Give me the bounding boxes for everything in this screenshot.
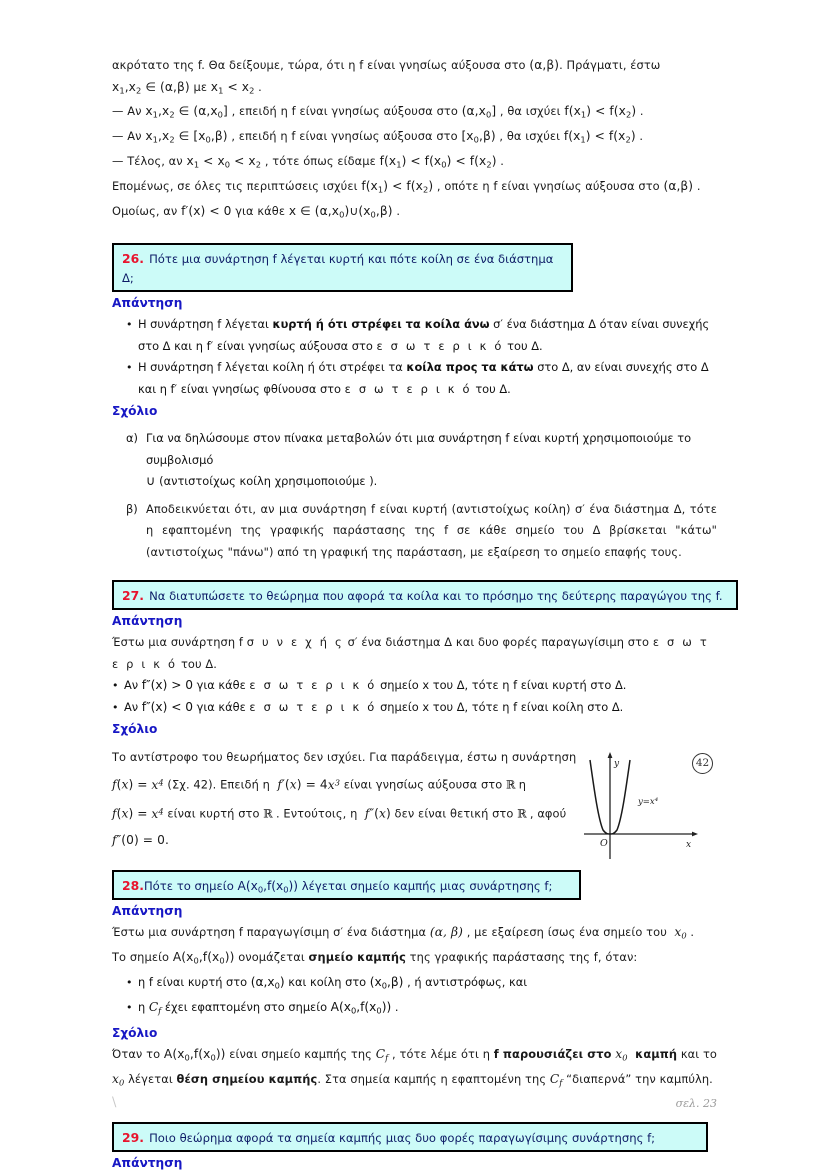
bullet-bold: κυρτή ή ότι στρέφει τα κοίλα άνω — [272, 317, 490, 332]
bullet-text — [124, 697, 717, 719]
comment-28-text: Όταν το $A(x_0,f(x_0))$ είναι σημείο καμπής της $C_f$ , τότε λέμε ότι η f παρουσιάζει στο $x_0$ καμπή και το $x_0$ λέγεται θέση σημείου καμπής. Στα σημεία καμπής η εφαπτομένη της $C_f$ “διαπερνά” την καμπύλη. — [112, 1047, 717, 1088]
bullet-text — [138, 357, 717, 400]
question-header-28[interactable] — [112, 870, 581, 900]
intro-line-3: — Αν $x_1,x_2$ ∈ $(\alpha,x_0]$ , επειδή η f είναι γνησίως αύξουσα στο $(\alpha,x_0]$ , θα ισχύει $f(x_1) < f(x_2)$ . — [112, 104, 644, 120]
intro-an-1: Αν — [127, 104, 142, 119]
bullet-mid: για κάθε — [193, 699, 250, 714]
answer-bullet-27-1 — [112, 675, 717, 697]
bullet-lead: Η συνάρτηση f λέγεται κοίλη ή ότι στρέφει τα — [138, 360, 407, 375]
intro-telos: Τέλος, αν — [127, 154, 183, 169]
answer-bullet-26-2 — [112, 357, 717, 400]
y-axis-arrow — [608, 752, 613, 758]
page-footer — [112, 1095, 717, 1110]
question-text-28: Πότε το σημείο $A(x_0,f(x_0))$ λέγεται σημείο καμπής μιας συνάρτησης f; — [143, 878, 553, 895]
intro-c: του Δ. — [177, 656, 217, 671]
intro-line-1-post: . Πράγματι, έστω — [559, 58, 661, 72]
bullet-spaced: ε σ ω τ ε ρ ι κ ό — [249, 699, 377, 714]
question-block-28 — [112, 870, 717, 1094]
x-axis-label: x — [686, 840, 692, 851]
y-axis-label: y — [614, 759, 620, 770]
bullet-text — [138, 314, 717, 357]
question-header-26[interactable] — [112, 243, 573, 292]
bullet-lead: Η συνάρτηση f λέγεται — [138, 317, 273, 332]
bullet-icon: • — [126, 318, 133, 332]
comment-text — [146, 428, 717, 493]
comment-27-line-3: $f(x) = x^4$ είναι κυρτή στο ℝ . Εντούτοις, η f″(x) δεν είναι θετική στο ℝ , αφού — [112, 806, 567, 821]
bullet-text: η $C_f$ έχει εφαπτομένη στο σημείο $A(x_0,f(x_0))$ . — [138, 1000, 399, 1016]
question-dot-27: . — [139, 588, 144, 604]
bullet-lead: Αν — [124, 699, 142, 714]
intro-dash-3: — — [112, 154, 124, 169]
bullet-icon: • — [112, 700, 119, 714]
question-text-27: Να διατυπώσετε το θεώρημα που αφορά τα κοίλα και το πρόσημο της δεύτερης παραγώγου της f. — [149, 589, 723, 604]
comment-27-body — [112, 746, 717, 852]
question-dot-29: . — [139, 1130, 144, 1146]
question-dot-28: . — [139, 877, 144, 893]
curve-label: y=x⁴ — [638, 797, 659, 808]
bullet-text: η f είναι κυρτή στο $(\alpha,x_0)$ και κοίλη στο $(x_0,\beta)$ , ή αντιστρόφως, και — [138, 975, 528, 991]
intro-spaced-2: ε σ ω τ ε ρ ι κ ό — [112, 635, 709, 671]
answer-heading-26: Απάντηση — [112, 296, 183, 311]
intro-line-6: Επομένως, σε όλες τις περιπτώσεις ισχύει $f(x_1) < f(x_2)$ , οπότε η f είναι γνησίως αύξουσα στο (α,β) . — [112, 179, 701, 195]
comment-26-a — [112, 428, 717, 493]
intro-spaced-1: σ υ ν ε χ ή ς — [246, 635, 344, 650]
question-number-29: 29 — [122, 1130, 140, 1146]
answer-bullet-28-2 — [112, 997, 717, 1022]
intro-an-2: Αν — [127, 129, 142, 144]
bullet-icon: • — [126, 1001, 133, 1015]
bullet-formula: f″(x) < 0 — [141, 699, 194, 714]
intro-line-1: ακρότατο της f. Θα δείξουμε, τώρα, ότι η f είναι γνησίως αύξουσα στο (α,β). Πράγματι, έστω — [112, 58, 661, 72]
figure-number-badge: 42 — [692, 753, 713, 774]
intro-line-5: — Τέλος, αν $x_1 < x_0 < x_2$ , τότε όπως είδαμε $f(x_1) < f(x_0) < f(x_2)$ . — [112, 154, 504, 170]
comment-27-line-1: Το αντίστροφο του θεωρήματος δεν ισχύει. Για παράδειγμα, έστω η συνάρτηση — [112, 750, 577, 765]
question-header-27[interactable] — [112, 580, 738, 610]
page-number-label: σελ. 23 — [675, 1097, 717, 1110]
symbol-convex-icon: ∪ — [146, 474, 156, 490]
bullet-icon: • — [126, 361, 133, 375]
question-number-27: 27 — [122, 588, 140, 604]
bullet-tail: σημείο x του Δ, τότε η f είναι κυρτή στο Δ. — [376, 678, 627, 693]
comment-letter: α) — [126, 431, 138, 446]
comment-heading-28: Σχόλιο — [112, 1026, 158, 1041]
question-dot-26: . — [139, 251, 144, 267]
comment-27-text — [112, 746, 582, 852]
intro-a: Έστω μια συνάρτηση f — [112, 635, 247, 650]
intro-line-4: — Αν $x_1,x_2$ ∈ $[x_0,\beta)$ , επειδή η f είναι γνησίως αύξουσα στο $[x_0,\beta)$ , θα ισχύει $f(x_1) < f(x_2)$ . — [112, 129, 644, 145]
bullet-tail: σημείο x του Δ, τότε η f είναι κοίλη στο Δ. — [376, 699, 624, 714]
x-axis-arrow — [692, 832, 698, 837]
intro-dash-1: — — [112, 104, 124, 119]
intro-block — [112, 55, 717, 226]
question-text-29: Ποιο θεώρημα αφορά τα σημεία καμπής μιας δυο φορές παραγωγίσιμης συνάρτησης f; — [149, 1131, 656, 1146]
answer-heading-28: Απάντηση — [112, 904, 183, 919]
bullet-spaced: ε σ ω τ ε ρ ι κ ό — [249, 678, 377, 693]
answer-bullet-28-1 — [112, 972, 717, 997]
figure-42 — [582, 746, 717, 864]
answer-bullet-26-1 — [112, 314, 717, 357]
question-block-26 — [112, 243, 717, 563]
bullet-tail: στο Δ, αν είναι συνεχής στο Δ και η f′ είναι γνησίως φθίνουσα στο — [138, 360, 709, 396]
bullet-lead: Αν — [124, 678, 142, 693]
intro-line-2: $x_1,x_2$ ∈ (α,β) με $x_1 < x_2$ . — [112, 79, 262, 95]
question-block-29 — [112, 1122, 717, 1174]
bullet-tail: σ′ ένα διάστημα Δ όταν είναι συνεχής στο Δ και η f′ είναι γνησίως αύξουσα στο — [138, 317, 710, 353]
comment-26-b — [112, 499, 717, 564]
comment-text-a: Για να δηλώσουμε στον πίνακα μεταβολών ότι μια συνάρτηση f είναι κυρτή χρησιμοποιούμε το συμβολισμό — [146, 431, 692, 467]
bullet-icon: • — [112, 679, 119, 693]
bullet-end: του Δ. — [471, 381, 511, 396]
answer-bullet-27-2 — [112, 697, 717, 719]
intro-b: σ′ ένα διάστημα Δ και δυο φορές παραγωγίσιμη στο — [343, 635, 653, 650]
comment-text-b: (αντιστοίχως κοίλη χρησιμοποιούμε ). — [155, 474, 378, 489]
comment-heading-27: Σχόλιο — [112, 722, 158, 737]
question-block-27 — [112, 580, 723, 852]
question-number-28: 28 — [122, 877, 140, 893]
comment-27-line-2: $f(x) = x^4$ (Σχ. 42). Επειδή η $f'(x) = 4x^3$ είναι γνησίως αύξουσα στο ℝ η — [112, 777, 527, 793]
bullet-text — [124, 675, 717, 697]
intro-line-1-pre: ακρότατο της f. Θα δείξουμε, τώρα, ότι η f είναι γνησίως αύξουσα στο — [112, 58, 530, 72]
bullet-mid: για κάθε — [193, 678, 250, 693]
comment-text: Αποδεικνύεται ότι, αν μια συνάρτηση f είναι κυρτή (αντιστοίχως κοίλη) σ′ ένα διάστημα Δ, τότε η εφαπτομένη της γραφικής παράστασης της f σε κάθε σημείο του Δ βρίσκεται "κάτω" (αντιστοίχως "πάνω") από τη γραφική της παράσταση, με εξαίρεση το σημείο επαφής τους. — [146, 501, 717, 559]
bullet-icon: • — [126, 976, 133, 990]
bullet-bold: κοίλα προς τα κάτω — [406, 360, 534, 375]
answer-intro-27 — [112, 632, 717, 675]
footer-corner-mark: \ — [112, 1095, 117, 1110]
question-number-26: 26 — [122, 251, 140, 267]
bullet-end: του Δ. — [503, 338, 543, 353]
intro-line-7: Ομοίως, αν f′(x) < 0 για κάθε x ∈ $(\alpha,x_0)\cup(x_0,\beta)$ . — [112, 204, 401, 220]
answer-28-line-1: Έστω μια συνάρτηση f παραγωγίσιμη σ′ ένα διάστημα (α, β) , με εξαίρεση ίσως ένα σημείο του $x_0$ . — [112, 925, 695, 941]
page-content — [112, 55, 723, 1174]
answer-28-line-2: Το σημείο $A(x_0,f(x_0))$ ονομάζεται σημείο καμπής της γραφικής παράστασης της f, όταν: — [112, 950, 638, 966]
origin-label: O — [600, 838, 608, 850]
intro-dash-2: — — [112, 129, 124, 144]
question-text-26: Πότε μια συνάρτηση f λέγεται κυρτή και πότε κοίλη σε ένα διάστημα Δ; — [122, 252, 554, 286]
answer-heading-27: Απάντηση — [112, 614, 183, 629]
bullet-formula: f″(x) > 0 — [141, 678, 194, 693]
comment-letter: β) — [126, 501, 138, 516]
comment-heading-26: Σχόλιο — [112, 404, 158, 419]
comment-27-line-4: f″(0) = 0. — [112, 832, 169, 847]
answer-heading-29: Απάντηση — [112, 1156, 183, 1171]
bullet-spaced: ε σ ω τ ε ρ ι κ ό — [376, 338, 504, 353]
bullet-spaced: ε σ ω τ ε ρ ι κ ό — [344, 381, 472, 396]
question-header-29[interactable] — [112, 1122, 708, 1152]
